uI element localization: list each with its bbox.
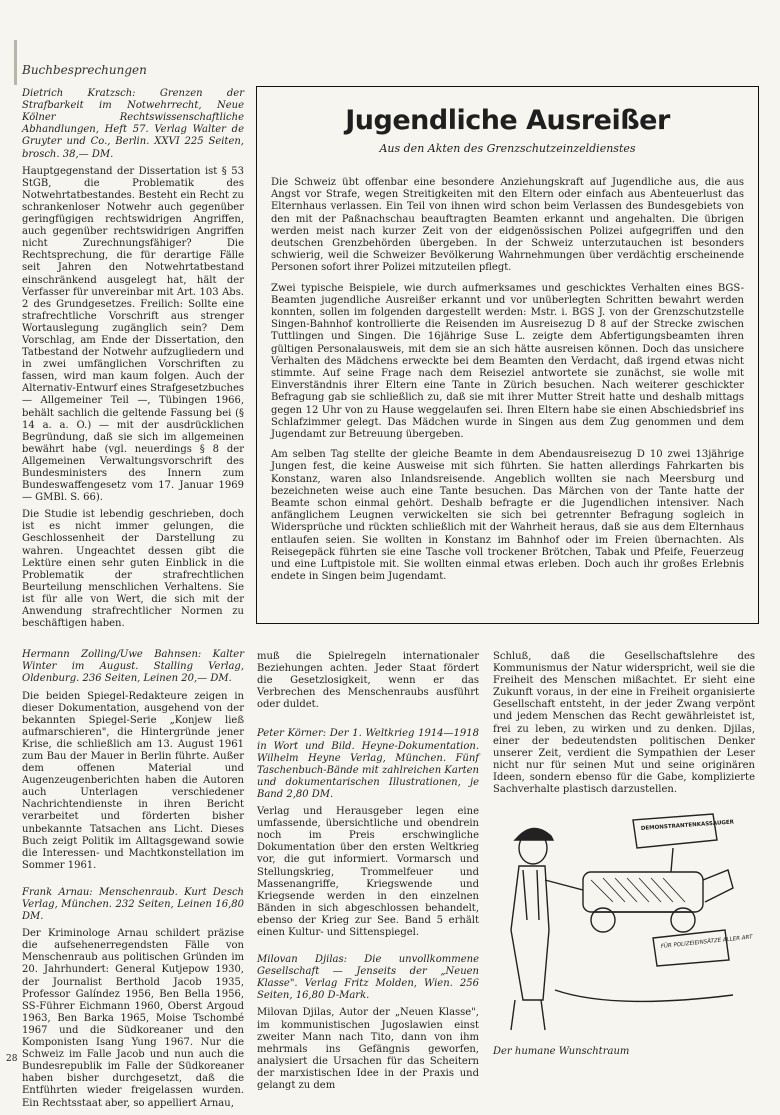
review-paragraph: Der Kriminologe Arnau schildert präzise die aufsehenerregendsten Fälle von Menschenraub aus politischen Gründen im 20. Jahrhundert: General Kutjepow 1930, der Journalist Berthold Jacob 1935, Professor Galíndez 1956, Ben Bella 1956, SS-Führer Eichmann 1960, Oberst Argoud 1963, Ben Barka 1965, Moise Tschombé 1967 und die Südkoreaner und den Komponisten Isang Yung 1967. Nur die Schweiz im Falle Jacob und nun auch die Bundesrepublik im Falle der Südkoreaner haben bisher durchgesetzt, daß die Entführten wieder freigelassen wurden. Ein Rechtsstaat aber, so appelliert Arnau, (22, 928, 244, 1109)
middle-column (257, 651, 479, 1097)
review-paragraph: muß die Spielregeln internationaler Beziehungen achten. Jeder Staat fördert die Gesetzlosigkeit, wenn er das Verbrechen des Menschenraubs ausführt oder duldet. (257, 651, 479, 711)
officer-arm (545, 880, 583, 890)
left-column (22, 64, 244, 1115)
cartoon-caption: Der humane Wunschtraum (493, 1046, 630, 1057)
review-paragraph: Verlag und Herausgeber legen eine umfassende, übersichtliche und obendrein noch im Preis erschwingliche Dokumentation über den ersten Weltkrieg vor, die gut informiert. Vormarsch und Stellungskrieg, Trommelfeuer und Massenangriffe, Kriegswende und Kriegsende werden in den einzelnen Bänden in sich abgeschlossen behandelt, ebenso der Krieg zur See. Band 5 erhält einen Kultur- und Sittenspiegel. (257, 806, 479, 938)
page-edge-mark (14, 40, 17, 85)
review-paragraph: Die beiden Spiegel-Redakteure zeigen in dieser Dokumentation, ausgehend von der bekannten Spiegel-Serie „Konjew ließ aufmarschieren", die Hintergründe jener Krise, die schließlich am 13. August 1961 zum Bau der Mauer in Berlin führte. Außer dem offenen Material und Augenzeugenberichten haben die Autoren auch Unterlagen verschiedener Nachrichtendienste in ihren Bericht verarbeitet und förderten bisher unbekannte Tatsachen ans Licht. Dieses Buch zeigt Politik im Alltagsgewand sowie die Interessen- und Machtkonstellation im Sommer 1961. (22, 690, 244, 871)
article-paragraph: Am selben Tag stellte der gleiche Beamte in dem Abendausreisezug D 10 zwei 13jährige Jungen fest, die keine Ausweise mit sich führten. Sie hatten allerdings Fahrkarten bis Konstanz, waren also Inlandsreisende. Angeblich wollten sie nach Meersburg und bezeichneten weise auch eine Tante besuchen. Das Märchen von der Tante hatte der Beamte schon einmal gehört. Deshalb befragte er die Jugendlichen intensiver. Nach anfänglichem Leugnen verwickelten sie sich bei getrennter Befragung sogleich in Widersprüche und rückten schließlich mit der Wahrheit heraus, daß sie aus dem Elternhaus entlaufen seien. Sie wollten in Konstanz im Bahnhof oder im Freien übernachten. Als Reisegepäck führten sie eine Tasche voll trockener Brötchen, Tabak und Pfeife, Feuerzeug und eine Luftpistole mit. Sie wollten einmal etwas erleben. Doch auch ihr großes Erlebnis endete in Singen beim Jugendamt. (271, 449, 744, 583)
page-number: 28 (6, 1054, 18, 1064)
officer-body (511, 866, 549, 1000)
review-reference: Hermann Zolling/Uwe Bahnsen: Kalter Winter im August. Stalling Verlag, Oldenburg. 236 Seiten, Leinen 20,— DM. (22, 649, 244, 685)
article-paragraph: Die Schweiz übt offenbar eine besondere Anziehungskraft auf Jugendliche aus, die aus Angst vor Strafe, wegen Streitigkeiten mit den Eltern oder einfach aus Abenteuerlust das Elternhaus verlassen. Ein Teil von ihnen wird schon beim Verlassen des Bundesgebiets von den mit der Paßnachschau beauftragten Beamten erkannt und angehalten. Die übrigen werden meist nach kurzer Zeit von der eidgenössischen Polizei aufgegriffen und den deutschen Grenzbehörden übergeben. In der Schweiz unterzutauchen ist besonders schwierig, weil die Schweizer Bevölkerung Wahrnehmungen über verdächtig erscheinende Personen sofort ihrer Polizei mitzuteilen pflegt. (271, 177, 744, 274)
review-reference: Milovan Djilas: Die unvollkommene Gesellschaft — Jenseits der „Neuen Klasse". Verlag Fritz Molden, Wien. 256 Seiten, 16,80 D-Mark. (257, 954, 479, 1002)
article-title: Jugendliche Ausreißer (345, 105, 670, 136)
officer-cap (515, 828, 553, 840)
right-column (493, 651, 755, 801)
article-box (256, 86, 759, 624)
cartoon-sign-text: FÜR POLIZEIEINSÄTZE ALLER ART (660, 934, 753, 950)
cartoon-sign-text: DEMONSTRANTENKASSAUGER (640, 819, 735, 832)
review-paragraph: Hauptgegenstand der Dissertation ist § 53 StGB, die Problematik des Notwehrtatbestandes. Besteht ein Recht zu schrankenloser Notwehr auch gegenüber geringfügigen rechtswidrigen Angriffen, auch gegenüber rechtswidrigen Angriffen nicht Zurechnungsfähiger? Die Rechtsprechung, die für derartige Fälle seit Jahren den Notwehrtatbestand einschränkend ausgelegt hat, hält der Verfasser für unvereinbar mit Art. 103 Abs. 2 des Grundgesetzes. Freilich: Sollte eine strafrechtliche Vorschrift aus strenger Wortauslegung zugänglich sein? Dem Vorschlag, am Ende der Dissertation, den Tatbestand der Notwehr aufzugliedern und in zwei umfänglichen Vorschriften zu fassen, wird man kaum folgen. Auch der Alternativ-Entwurf eines Strafgesetzbuches — Allgemeiner Teil —, Tübingen 1966, behält sachlich die geltende Fassung bei (§ 14 a. a. O.) — mit der ausdrücklichen Begründung, daß sie sich im allgemeinen bewährt habe (vgl. neuerdings § 8 der Allgemeinen Verwaltungsvorschrift des Bundesministers des Innern zum Bundeswaffengesetz vom 17. Januar 1969 — GMBl. S. 66). (22, 165, 244, 504)
review-reference: Peter Körner: Der 1. Weltkrieg 1914—1918 in Wort und Bild. Heyne-Dokumentation. Wilhelm Heyne Verlag, München. Fünf Taschenbuch-Bände mit zahlreichen Karten und dokumentarischen Illustrationen, je Band 2,80 DM. (257, 728, 479, 800)
review-reference: Dietrich Kratzsch: Grenzen der Strafbarkeit im Notwehrrecht, Neue Kölner Rechtswissenschaftliche Abhandlungen, Heft 57. Verlag Walter de Gruyter und Co., Berlin. XXVI 225 Seiten, brosch. 38,— DM. (22, 88, 244, 160)
machine-body (583, 872, 703, 912)
article-paragraph: Zwei typische Beispiele, wie durch aufmerksames und geschicktes Verhalten eines BGS-Beamten jugendliche Ausreißer erkannt und vor unüberlegten Schritten bewahrt werden konnten, sollen im folgenden dargestellt werden: Mstr. i. BGS J. von der Grenzschutzstelle Singen-Bahnhof kontrollierte die Reisenden im Ausreisezug D 8 auf der Strecke zwischen Tuttlingen und Singen. Die 16jährige Suse L. zeigte dem Abfertigungsbeamten ihren gültigen Personalausweis, mit dem sie an sich hätte ausreisen können. Doch das unsichere Verhalten des Mädchens erweckte bei dem Beamten den Verdacht, daß irgend etwas nicht stimmte. Auf seine Frage nach dem Reiseziel antwortete sie zunächst, sie wolle mit Einverständnis ihrer Eltern eine Tante in Zürich besuchen. Nach weiterer geschickter Befragung gab sie schließlich zu, daß sie mit ihrer Mutter Streit hatte und deshalb mittags gegen 12 Uhr von zu Hause weggelaufen sei. Ihren Eltern habe sie einen Abschiedsbrief ins Schlafzimmer gelegt. Das Mädchen wurde in Singen aus dem Zug genommen und dem Jugendamt zur Betreuung übergeben. (271, 282, 744, 441)
review-paragraph: Schluß, daß die Gesellschaftslehre des Kommunismus der Natur widerspricht, weil sie die Freiheit des Menschen mißachtet. Er sieht eine Zukunft voraus, in der eine in Freiheit organisierte Gesellschaft entsteht, in der jeder Zwang verpönt und jedem Menschen das Recht gewährleistet ist, frei zu leben, zu wirken und zu denken. Djilas, einer der bedeutendsten politischen Denker unserer Zeit, verdient die Sympathien der Leser nicht nur für seinen Mut und seine originären Ideen, sondern ebenso für die Gabe, komplizierte Sachverhalte plastisch darzustellen. (493, 651, 755, 796)
cartoon-illustration (493, 810, 755, 1042)
review-reference: Frank Arnau: Menschenraub. Kurt Desch Verlag, München. 232 Seiten, Leinen 16,80 DM. (22, 886, 244, 923)
section-title: Buchbesprechungen (22, 63, 147, 77)
review-paragraph: Milovan Djilas, Autor der „Neuen Klasse", im kommunistischen Jugoslawien einst zweiter Mann nach Tito, dann von ihm mehrmals ins Gefängnis geworfen, analysiert die Ursachen für das Scheitern der marxistischen Idee in der Praxis und gelangt zu dem (257, 1007, 479, 1091)
article-subtitle: Aus den Akten des Grenzschutzeinzeldienstes (379, 142, 636, 155)
review-paragraph: Die Studie ist lebendig geschrieben, doch ist es nicht immer gelungen, die Geschlossenheit der Darstellung zu wahren. Ungeachtet dessen gibt die Lektüre einen sehr guten Einblick in die Problematik der strafrechtlichen Beurteilung menschlichen Verhaltens. Sie ist für alle von Wert, die sich mit der Anwendung strafrechtlicher Normen zu beschäftigen haben. (22, 509, 244, 630)
